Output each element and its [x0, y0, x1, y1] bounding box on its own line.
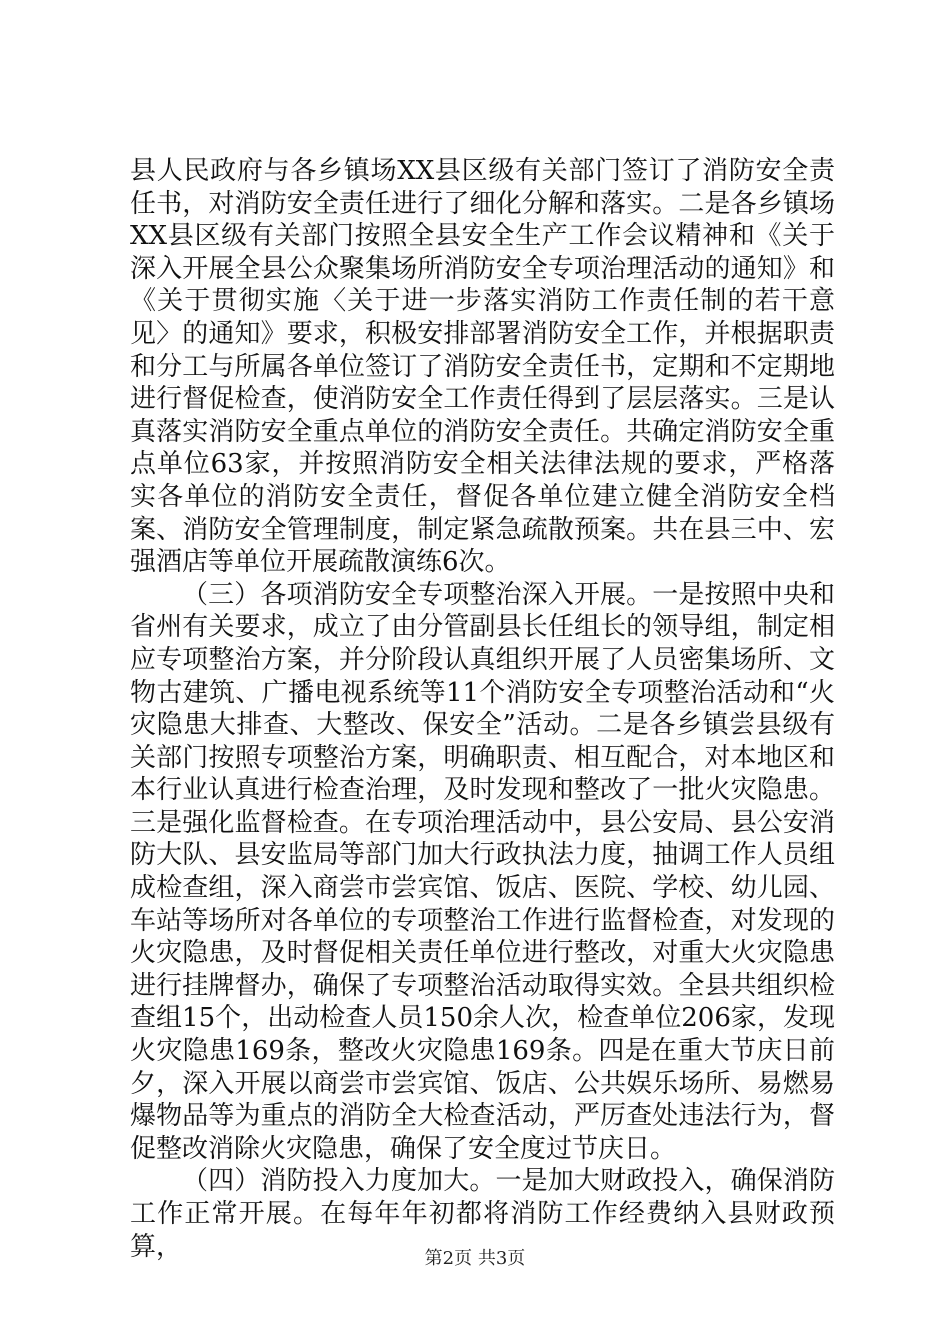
paragraph-section-4: （四）消防投入力度加大。一是加大财政投入，确保消防工作正常开展。在每年年初都将消防工作经费纳入县财政预算， — [130, 1166, 835, 1262]
paragraph-continued: 县人民政府与各乡镇场XX县区级有关部门签订了消防安全责任书，对消防安全责任进行了细化分解和落实。二是各乡镇场XX县区级有关部门按照全县安全生产工作会议精神和《关于深入开展全县公众聚集场所消防安全专项治理活动的通知》和《关于贯彻实施〈关于进一步落实消防工作责任制的若干意见〉的通知》要求，积极安排部署消防安全工作，并根据职责和分工与所属各单位签订了消防安全责任书，定期和不定期地进行督促检查，使消防安全工作责任得到了层层落实。三是认真落实消防安全重点单位的消防安全责任。共确定消防安全重点单位63家，并按照消防安全相关法律法规的要求，严格落实各单位的消防安全责任，督促各单位建立健全消防安全档案、消防安全管理制度，制定紧急疏散预案。共在县三中、宏强酒店等单位开展疏散演练6次。 — [130, 156, 835, 578]
page-number-footer: 第2页 共3页 — [424, 1248, 526, 1269]
paragraph-section-3: （三）各项消防安全专项整治深入开展。一是按照中央和省州有关要求，成立了由分管副县长任组长的领导组，制定相应专项整治方案，并分阶段认真组织开展了人员密集场所、文物古建筑、广播电视系统等11个消防安全专项整治活动和“火灾隐患大排查、大整改、保安全”活动。二是各乡镇尝县级有关部门按照专项整治方案，明确职责、相互配合，对本地区和本行业认真进行检查治理，及时发现和整改了一批火灾隐患。三是强化监督检查。在专项治理活动中，县公安局、县公安消防大队、县安监局等部门加大行政执法力度，抽调工作人员组成检查组，深入商尝市尝宾馆、饭店、医院、学校、幼儿园、车站等场所对各单位的专项整治工作进行监督检查，对发现的火灾隐患，及时督促相关责任单位进行整改，对重大火灾隐患进行挂牌督办，确保了专项整治活动取得实效。全县共组织检查组15个，出动检查人员150余人次，检查单位206家，发现火灾隐患169条，整改火灾隐患169条。四是在重大节庆日前夕，深入开展以商尝市尝宾馆、饭店、公共娱乐场所、易燃易爆物品等为重点的消防全大检查活动，严厉查处违法行为，督促整改消除火灾隐患，确保了安全度过节庆日。 — [130, 579, 835, 1164]
document-body — [130, 155, 835, 1263]
